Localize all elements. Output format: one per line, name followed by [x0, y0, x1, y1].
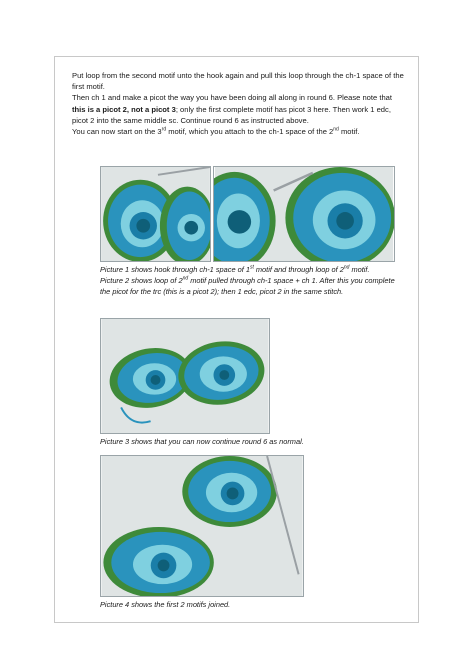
caption-2-a: Picture 2 shows loop of 2 — [100, 276, 183, 286]
caption-1-c: motif. — [349, 265, 370, 274]
instruction-line-3-a: You can now start on the 3 — [72, 127, 162, 137]
picture-2-illustration — [214, 167, 394, 261]
picture-4-photo — [100, 455, 304, 597]
instruction-bold-note: this is a picot 2, not a picot 3 — [72, 104, 176, 114]
caption-2-b: motif pulled through ch-1 space + ch 1. After this you complete the picot for the trc (this is a picot 2); then 1 edc, picot 2 in the same stitch. — [100, 276, 395, 297]
instruction-line-1: Put loop from the second motif unto the hook again and pull this loop through the ch-1 space of the first motif. — [72, 71, 404, 92]
instruction-line-2-start: Then ch 1 and make a picot the way you have been doing all along in round 6. Please note that — [72, 93, 393, 103]
instruction-line-2 — [72, 92, 404, 126]
sup-nd-2: nd — [182, 275, 189, 282]
instructions-text — [72, 70, 404, 137]
caption-1-a: Picture 1 shows hook through ch-1 space of 1 — [100, 265, 250, 274]
instruction-line-2-rest: ; only the first complete motif has picot 3 here. Then work 1 edc, picot 2 into the same middle sc. Continue round 6 as instructed above. — [72, 104, 391, 125]
instruction-line-3 — [72, 126, 404, 137]
picture-3-photo — [100, 318, 270, 434]
sup-rd: rd — [161, 126, 167, 133]
picture-4-illustration — [101, 456, 303, 596]
instruction-line-3-b: motif, which you attach to the ch-1 space of the 2 — [166, 127, 334, 137]
picture-3-illustration — [101, 319, 269, 433]
picture-1-photo — [100, 166, 211, 262]
caption-picture-3: Picture 3 shows that you can now continue round 6 as normal. — [100, 437, 304, 446]
instruction-line-3-c: motif. — [338, 127, 360, 137]
picture-2-photo — [213, 166, 395, 262]
sup-st: st — [249, 264, 254, 271]
caption-pictures-1-2 — [100, 264, 404, 298]
sup-nd: nd — [333, 126, 339, 133]
picture-1-illustration — [101, 167, 210, 261]
caption-1-b: motif and through loop of 2 — [253, 265, 344, 274]
sup-nd-1: nd — [343, 264, 350, 271]
caption-picture-4: Picture 4 shows the first 2 motifs joined. — [100, 600, 231, 609]
